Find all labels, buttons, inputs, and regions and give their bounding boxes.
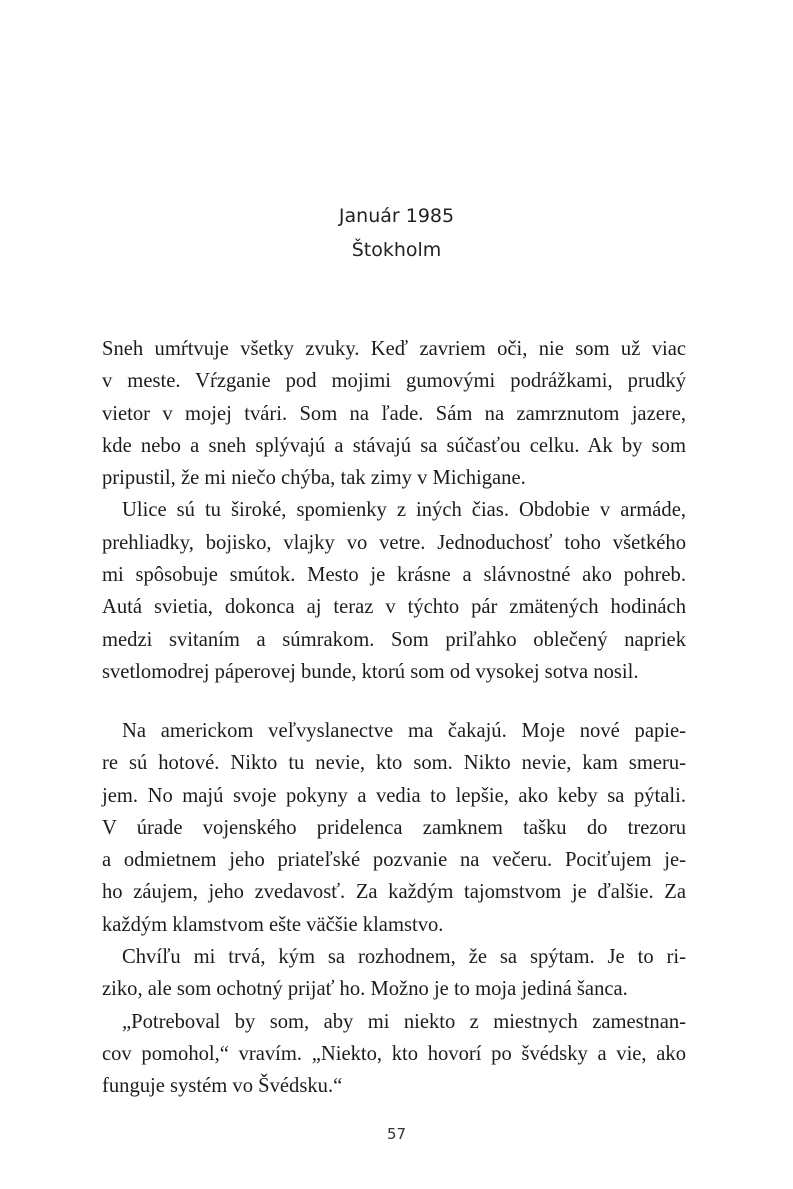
page-number: 57 [386,1125,407,1143]
section-1 [102,333,686,688]
text-line: prehliadky, bojisko, vlajky vo vetre. Jednoduchosť toho všetkého [102,531,686,554]
text-line: ziko, ale som ochotný prijať ho. Možno je to moja jediná šanca. [102,978,628,1001]
text-line: Sneh umŕtvuje všetky zvuky. Keď zavriem oči, nie som už viac [102,338,686,360]
section-2 [102,715,686,1103]
text-line: ho záujem, jeho zvedavosť. Za každým tajomstvom je ďalšie. Za [102,881,686,904]
text-line: Autá svietia, dokonca aj teraz v týchto pár zmätených hodinách [102,596,686,619]
paragraph-1 [102,333,686,494]
text-line: pripustil, že mi niečo chýba, tak zimy v Michigane. [102,467,526,490]
chapter-place: Štokholm [351,239,442,261]
text-line: funguje systém vo Švédsku.“ [102,1075,343,1098]
paragraph-2 [102,494,686,688]
text-line: Chvíľu mi trvá, kým sa rozhodnem, že sa spýtam. Je to ri- [122,946,686,969]
text-line: cov pomohol,“ vravím. „Niekto, kto hovorí po švédsky a vie, ako [102,1042,686,1065]
text-line: medzi svitaním a súmrakom. Som priľahko oblečený napriek [102,628,686,651]
text-line: Ulice sú tu široké, spomienky z iných čias. Obdobie v armáde, [122,499,686,522]
paragraph-3 [102,715,686,941]
text-line: mi spôsobuje smútok. Mesto je krásne a slávnostné ako pohreb. [102,564,686,587]
text-line: každým klamstvom ešte väčšie klamstvo. [102,913,444,936]
paragraph-4 [102,941,686,1006]
text-line: svetlomodrej páperovej bunde, ktorú som od vysokej sotva nosil. [102,660,639,683]
text-line: jem. No majú svoje pokyny a vedia to lepšie, ako keby sa pýtali. [102,784,686,807]
text-line: a odmietnem jeho priateľské pozvanie na večeru. Pociťujem je- [102,849,686,872]
text-line: Na americkom veľvyslanectve ma čakajú. Moje nové papie- [122,720,686,742]
text-line: re sú hotové. Nikto tu nevie, kto som. Nikto nevie, kam smeru- [102,752,686,775]
text-line: kde nebo a sneh splývajú a stávajú sa súčasťou celku. Ak by som [102,434,686,457]
chapter-date: Január 1985 [338,205,455,227]
paragraph-5 [102,1006,686,1103]
text-line: „Potreboval by som, aby mi niekto z miestnych zamestnan- [122,1010,686,1033]
text-line: vietor v mojej tvári. Som na ľade. Sám na zamrznutom jazere, [102,402,686,425]
text-line: V úrade vojenského pridelenca zamknem tašku do trezoru [102,816,686,839]
text-line: v meste. Vŕzganie pod mojimi gumovými podrážkami, prudký [102,370,686,393]
